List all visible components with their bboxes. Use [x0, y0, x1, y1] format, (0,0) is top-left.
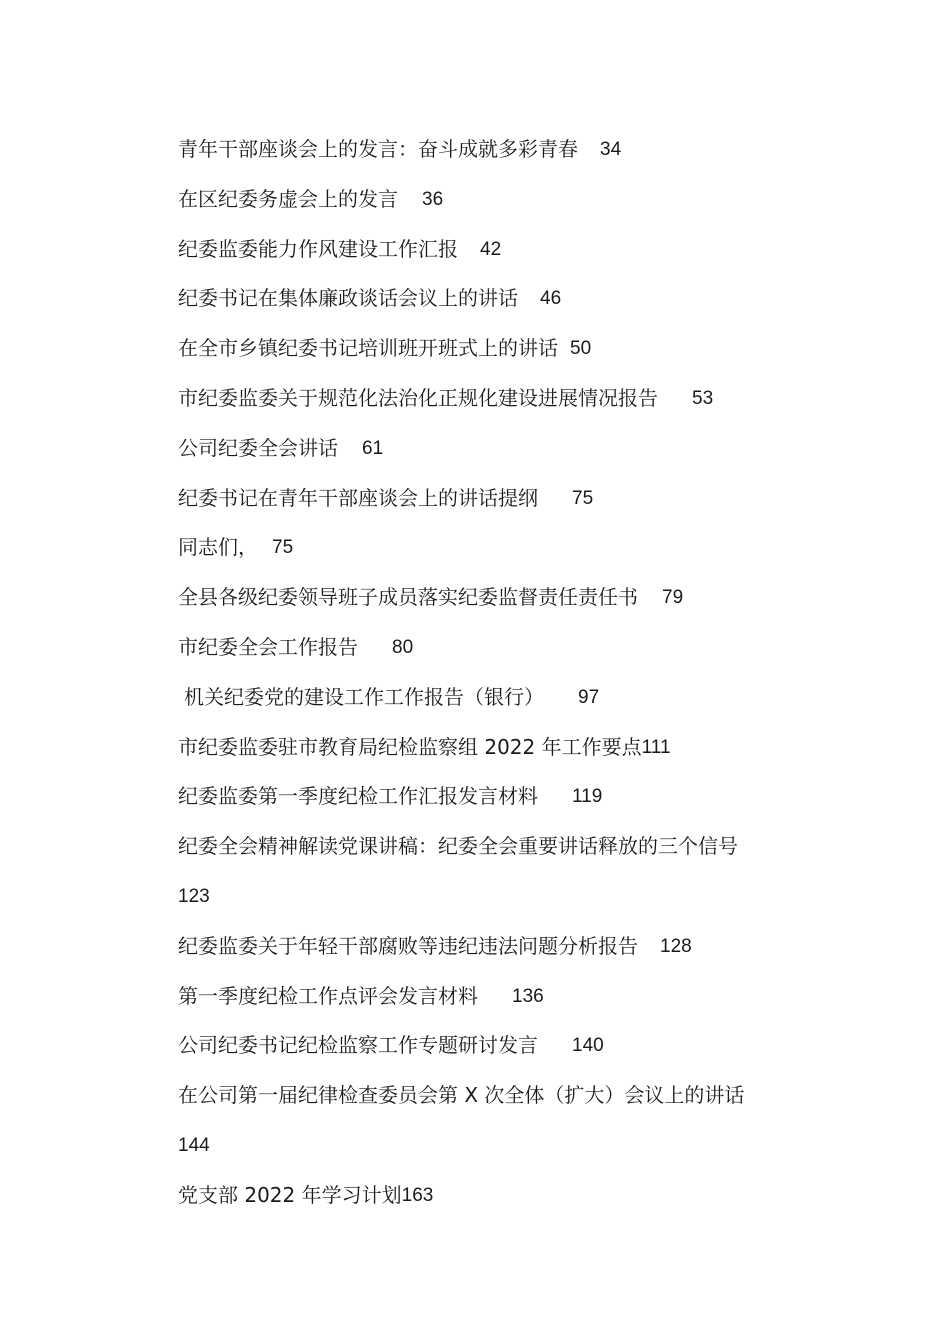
toc-entry[interactable]: [178, 125, 818, 175]
toc-entry-title: 第一季度纪检工作点评会发言材料: [178, 983, 478, 1008]
toc-entry-page: 36: [422, 188, 444, 210]
toc-entry-title: 纪委全会精神解读党课讲稿：纪委全会重要讲话释放的三个信号: [178, 834, 738, 859]
toc-entry[interactable]: [178, 623, 818, 673]
toc-entry-page: 61: [362, 437, 384, 459]
toc-entry-page: 119: [572, 786, 603, 808]
toc-entry[interactable]: [178, 1021, 818, 1071]
toc-entry[interactable]: [178, 175, 818, 225]
toc-entry-title: 纪委书记在青年干部座谈会上的讲话提纲: [178, 485, 538, 510]
toc-entry-title: 同志们，: [178, 535, 258, 560]
toc-entry[interactable]: [178, 1171, 818, 1221]
toc-entry-continuation: [178, 872, 818, 922]
toc-entry-page: 123: [178, 885, 210, 907]
toc-entry[interactable]: [178, 274, 818, 324]
toc-entry-page: 136: [512, 985, 544, 1007]
toc-entry[interactable]: [178, 523, 818, 573]
toc-entry[interactable]: [178, 225, 818, 275]
toc-entry[interactable]: [178, 324, 818, 374]
toc-entry-page: 53: [692, 387, 714, 409]
toc-entry[interactable]: [178, 374, 818, 424]
toc-entry[interactable]: [178, 424, 818, 474]
toc-entry[interactable]: [178, 772, 818, 822]
toc-entry-title: 市纪委监委驻市教育局纪检监察组 2022 年工作要点: [178, 734, 642, 759]
toc-entry[interactable]: [178, 673, 818, 723]
toc-entry-title: 纪委书记在集体廉政谈话会议上的讲话: [178, 286, 518, 311]
toc-entry[interactable]: [178, 822, 818, 872]
toc-entry-page: 75: [572, 487, 594, 509]
toc-entry-title: 党支部 2022 年学习计划: [178, 1182, 402, 1207]
table-of-contents: [178, 125, 818, 1221]
toc-entry-page: 163: [401, 1184, 434, 1206]
toc-entry-page: 111: [641, 736, 671, 758]
toc-entry[interactable]: [178, 972, 818, 1022]
toc-entry-title: 公司纪委书记纪检监察工作专题研讨发言: [178, 1033, 538, 1058]
toc-entry-continuation: [178, 1121, 818, 1171]
toc-entry-page: 128: [660, 935, 692, 957]
toc-entry-title: 青年干部座谈会上的发言：奋斗成就多彩青春: [178, 137, 578, 161]
toc-entry-title: 全县各级纪委领导班子成员落实纪委监督责任责任书: [178, 585, 638, 610]
toc-entry[interactable]: [178, 723, 818, 773]
toc-entry-title: 纪委监委能力作风建设工作汇报: [178, 236, 458, 261]
toc-entry-title: 纪委监委第一季度纪检工作汇报发言材料: [178, 784, 538, 809]
toc-entry-page: 46: [540, 288, 562, 310]
toc-entry-title: 公司纪委全会讲话: [178, 435, 338, 460]
toc-entry-title: 在公司第一届纪律检查委员会第 X 次全体（扩大）会议上的讲话: [178, 1083, 745, 1108]
toc-entry-page: 97: [578, 686, 600, 708]
toc-entry[interactable]: [178, 922, 818, 972]
toc-entry-title: 在区纪委务虚会上的发言: [178, 186, 398, 211]
toc-entry-page: 79: [662, 587, 684, 609]
toc-entry[interactable]: [178, 1071, 818, 1121]
toc-entry-page: 144: [178, 1134, 210, 1156]
toc-entry-title: 在全市乡镇纪委书记培训班开班式上的讲话: [178, 336, 558, 361]
toc-entry-page: 42: [480, 238, 502, 260]
toc-entry-title: 市纪委监委关于规范化法治化正规化建设进展情况报告: [178, 385, 658, 410]
toc-entry-page: 75: [272, 537, 294, 559]
toc-entry[interactable]: [178, 474, 818, 524]
toc-entry-page: 34: [600, 139, 622, 160]
toc-entry-page: 50: [570, 338, 592, 360]
toc-entry[interactable]: [178, 573, 818, 623]
toc-entry-title: 纪委监委关于年轻干部腐败等违纪违法问题分析报告: [178, 933, 638, 958]
toc-entry-title: 市纪委全会工作报告: [178, 634, 358, 659]
toc-entry-title: 机关纪委党的建设工作工作报告（银行）: [184, 684, 544, 709]
toc-entry-page: 140: [572, 1035, 604, 1057]
toc-entry-page: 80: [392, 636, 414, 658]
